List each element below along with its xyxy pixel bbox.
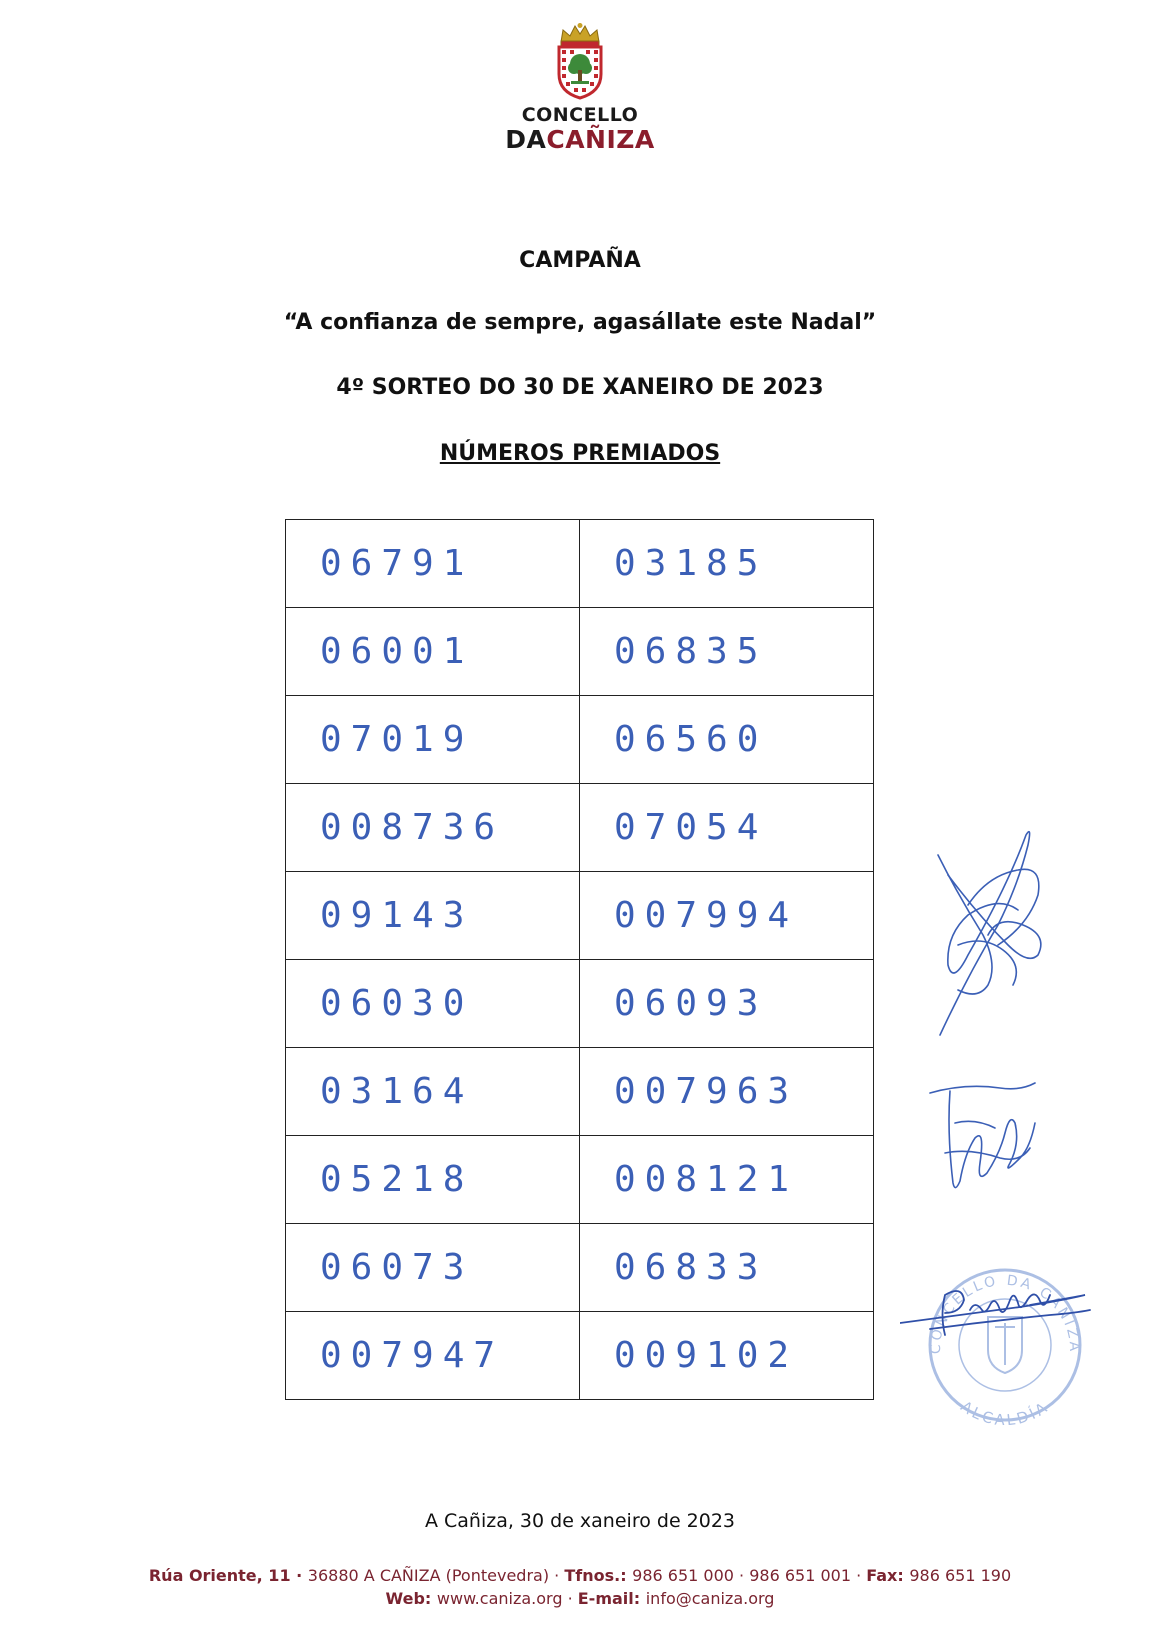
winning-number: 06093 xyxy=(580,960,874,1048)
signature-2-icon xyxy=(925,1063,1045,1203)
footer-fax-label: Fax: xyxy=(866,1566,910,1585)
logo-line-da-caniza xyxy=(505,126,655,153)
stamp-bottom-text: ALCALDÍA xyxy=(957,1397,1053,1425)
table-row xyxy=(286,1312,874,1400)
winning-number: 06030 xyxy=(286,960,580,1048)
draw-title: 4º SORTEO DO 30 DE XANEIRO DE 2023 xyxy=(336,375,824,400)
svg-text:ALCALDÍA xyxy=(957,1397,1052,1425)
winning-numbers-table xyxy=(285,519,874,1400)
footer-web-link[interactable]: www.caniza.org · xyxy=(436,1589,578,1608)
footer-contact xyxy=(0,1564,1160,1610)
footer-web-line xyxy=(0,1587,1160,1610)
footer-phone-value: 986 651 000 · 986 651 001 · xyxy=(632,1566,867,1585)
logo-caniza: CAÑIZA xyxy=(546,125,655,154)
winning-number: 05218 xyxy=(286,1136,580,1224)
footer-email-link[interactable]: info@caniza.org xyxy=(645,1589,775,1608)
winning-number: 06073 xyxy=(286,1224,580,1312)
winning-numbers-title: NÚMEROS PREMIADOS xyxy=(439,441,721,466)
winning-number: 09143 xyxy=(286,872,580,960)
table-row xyxy=(286,960,874,1048)
footer-phone-label: Tfnos.: xyxy=(564,1566,633,1585)
footer-web-label: Web: xyxy=(385,1589,437,1608)
alcaldia-stamp-icon xyxy=(900,1255,1110,1425)
logo-line-concello: CONCELLO xyxy=(521,104,639,126)
municipal-logo xyxy=(0,22,1160,153)
winning-number: 007947 xyxy=(286,1312,580,1400)
table-row xyxy=(286,872,874,960)
place-and-date: A Cañiza, 30 de xaneiro de 2023 xyxy=(424,1510,736,1532)
footer-address-label: Rúa Oriente, 11 · xyxy=(148,1566,308,1585)
winning-number: 06791 xyxy=(286,520,580,608)
table-row xyxy=(286,520,874,608)
campaign-label: CAMPAÑA xyxy=(519,248,641,273)
footer-address-value: 36880 A CAÑIZA (Pontevedra) · xyxy=(307,1566,565,1585)
footer-fax-value: 986 651 190 xyxy=(909,1566,1012,1585)
winning-number: 03164 xyxy=(286,1048,580,1136)
winning-number: 06833 xyxy=(580,1224,874,1312)
signature-1-icon xyxy=(928,815,1058,1045)
winning-number: 007963 xyxy=(580,1048,874,1136)
winning-number: 03185 xyxy=(580,520,874,608)
winning-number: 06001 xyxy=(286,608,580,696)
winning-number: 07019 xyxy=(286,696,580,784)
stamp-top-text: CONCELLO DA CAÑIZA xyxy=(927,1272,1083,1355)
table-row xyxy=(286,608,874,696)
logo-da: DA xyxy=(505,125,547,154)
winning-number: 008121 xyxy=(580,1136,874,1224)
coat-of-arms-icon xyxy=(553,22,607,100)
winning-number: 06835 xyxy=(580,608,874,696)
footer-email-label: E-mail: xyxy=(577,1589,646,1608)
table-row xyxy=(286,1048,874,1136)
footer-address-line xyxy=(0,1564,1160,1587)
winning-number: 06560 xyxy=(580,696,874,784)
winning-number: 007994 xyxy=(580,872,874,960)
table-row xyxy=(286,696,874,784)
campaign-slogan: “A confianza de sempre, agasállate este Nadal” xyxy=(283,310,877,335)
winning-number: 07054 xyxy=(580,784,874,872)
table-row xyxy=(286,1224,874,1312)
winning-number: 009102 xyxy=(580,1312,874,1400)
winning-number: 008736 xyxy=(286,784,580,872)
table-row xyxy=(286,784,874,872)
table-row xyxy=(286,1136,874,1224)
